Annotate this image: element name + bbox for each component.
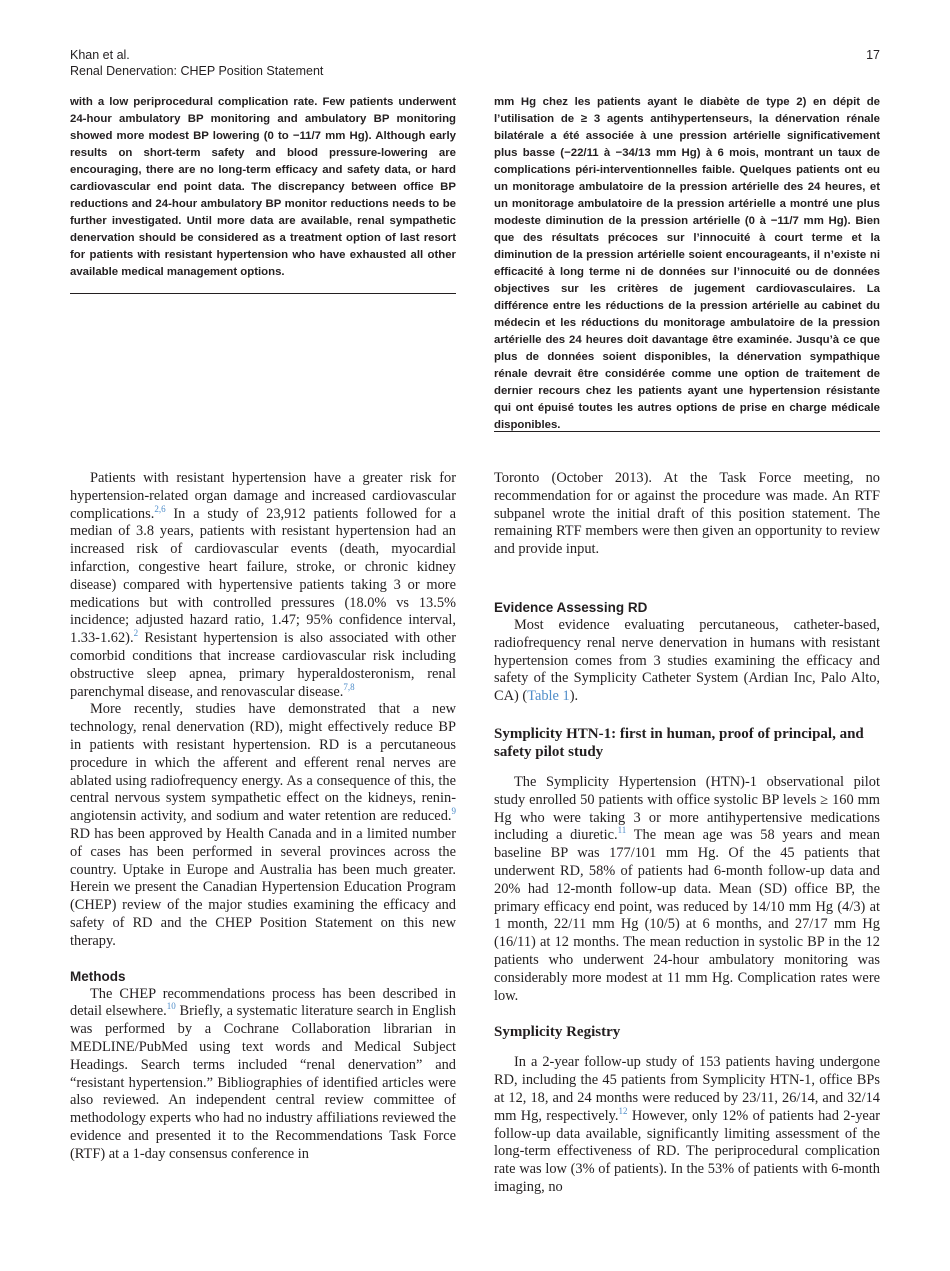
paragraph: Toronto (October 2013). At the Task Force meeting, no recommendation for or against the procedure was made. An RTF subpanel wrote the initial draft of this position statement. The remaining RTF members were then given an opportunity to review and provide input. (494, 470, 880, 558)
running-head (70, 47, 323, 79)
paragraph: Patients with resistant hypertension have a greater risk for hypertension-related organ damage and increased cardiovascular complications.$^{2,6}$ In a study of 23,912 patients followed for a median of 3.8 years, patients with resistant hypertension had an increased risk of cardiovascular events (death, myocardial infarction, congestive heart failure, stroke, or chronic kidney disease) compared with hypertensive patients taking 3 or more medications but with controlled pressures (18.0% vs 13.5% incidence; adjusted hazard ratio, 1.47; 95% confidence interval, 1.33-1.62).$^2$ Resistant hypertension is also associated with other comorbid conditions that increase cardiovascular risk including obstructive sleep apnea, primary hyperaldosteronism, renal parenchymal disease, and renovascular disease.$^{7,8}$ (70, 470, 456, 700)
reference-link[interactable]: 2,6 (154, 503, 166, 514)
page-number: 17 (866, 48, 880, 62)
subsection-heading-htn1: Symplicity HTN-1: first in human, proof of principal, and safety pilot study (494, 725, 864, 760)
abstract-english: with a low periprocedural complication rate. Few patients underwent 24-hour ambulatory BP monitoring and ambulatory BP monitoring showed more modest BP lowering (0 to −11/7 mm Hg). Although early results on short-term safety and blood pressure-lowering are encouraging, there are no long-term efficacy and safety data, or hard cardiovascular end point data. The discrepancy between office BP reductions and 24-hour ambulatory BP monitor reductions needs to be further investigated. Until more data are available, renal sympathetic denervation should be considered as a treatment option of last resort for patients with resistant hypertension who have exhausted all other available medical management options. (70, 96, 456, 278)
section-heading-methods: Methods (70, 968, 126, 984)
paragraph: In a 2-year follow-up study of 153 patients having undergone RD, including the 45 patients from Symplicity HTN-1, office BPs at 12, 18, and 24 months were reduced by 23/11, 26/14, and 32/14 mm Hg, respectively.$^{12}$ However, only 12% of patients had 2-year follow-up data available, significantly limiting assessment of the long-term effectiveness of RD. The periprocedural complication rate was low (3% of patients). In the 53% of patients with 6-month imaging, no (494, 1054, 881, 1195)
reference-link[interactable]: 12 (618, 1105, 628, 1116)
body-column-left (70, 470, 456, 1163)
abstract-english-rule (70, 293, 456, 294)
journal-title: Renal Denervation: CHEP Position Statement (70, 64, 324, 78)
table-link[interactable]: Table 1 (527, 688, 570, 705)
paragraph: Most evidence evaluating percutaneous, catheter-based, radiofrequency renal nerve denervation in humans with resistant hypertension comes from 3 studies examining the efficacy and safety of the Symplicity Catheter System (Ardian Inc, Palo Alto, CA) (Table 1). (494, 616, 880, 705)
body-column-right (494, 470, 880, 1197)
reference-link[interactable]: 11 (617, 825, 627, 836)
reference-link[interactable]: 10 (166, 1001, 176, 1012)
subsection-heading-registry: Symplicity Registry (494, 1024, 621, 1041)
paragraph: The CHEP recommendations process has been described in detail elsewhere.$^{10}$ Briefly, a systematic literature search in English was performed by a Cochrane Collaboration librarian in MEDLINE/PubMed using text words and Medical Subject Headings. Search terms included “renal denervation” and “resistant hypertension.” Bibliographies of identified articles were also reviewed. An independent central review committee of methodology experts who had no industry affiliations reviewed the evidence and presented it to the Recommendations Task Force (RTF) at a 1-day consensus conference in (70, 985, 457, 1162)
section-heading-evidence: Evidence Assessing RD (494, 599, 648, 615)
reference-link[interactable]: 9 (451, 806, 456, 817)
paragraph: More recently, studies have demonstrated that a new technology, renal denervation (RD), might effectively reduce BP in patients with resistant hypertension. RD is a percutaneous procedure in which the afferent and efferent renal nerves are ablated using radiofrequency energy. As a consequence of this, the central nervous system sympathetic effect on the kidneys, renin-angiotensin activity, and sodium and water retention are reduced.$^9$ RD has been approved by Health Canada and in a limited number of cases has been performed in several provinces across the country. Uptake in Europe and Australia has been much greater. Herein we present the Canadian Hypertension Education Program (CHEP) review of the major studies examining the efficacy and safety of RD and the CHEP Position Statement on this new therapy. (70, 701, 456, 949)
paragraph: The Symplicity Hypertension (HTN)-1 observational pilot study enrolled 50 patients with office systolic BP levels ≥ 160 mm Hg who were taking 3 or more antihypertensive medications including a diuretic.$^{11}$ The mean age was 58 years and mean baseline BP was 177/101 mm Hg. Of the 45 patients that underwent RD, 58% of patients had 6-month follow-up data and 20% had 12-month follow-up data. Mean (SD) office BP, the primary efficacy end point, was reduced by 14/10 mm Hg (4/3) at 1 month, 22/11 mm Hg (10/5) at 6 months, and 27/17 mm Hg (16/11) at 12 months. The mean reduction in systolic BP in the 12 patients who underwent 24-hour ambulatory monitoring was considerably more modest at 11 mm Hg. Complication rates were low. (494, 773, 880, 1004)
reference-link[interactable]: 2 (133, 628, 139, 639)
author-line: Khan et al. (70, 48, 130, 62)
reference-link[interactable]: 7,8 (343, 681, 355, 692)
abstract-french-rule (494, 431, 880, 432)
abstract-french: mm Hg chez les patients ayant le diabète de type 2) en dépit de l’utilisation de ≥ 3 agents antihypertenseurs, la dénervation rénale bilatérale a été associée à une pression artérielle significativement plus basse (−22/11 à −34/13 mm Hg) à 6 mois, montrant un taux de complications péri-interventionnelles faible. Quelques patients ont eu un monitorage ambulatoire de la pression artérielle des 24 heures, et un monitorage ambulatoire de la pression artérielle a montré une plus modeste diminution de la pression artérielle (0 à −11/7 mm Hg). Bien que des résultats précoces sur l’innocuité à court terme et la diminution de la pression artérielle soient encourageants, il n’existe ni efficacité à long terme ni de données sur l’innocuité ou de données objectives sur les critères de jugement cardiovasculaires. La différence entre les réductions de la pression artérielle au cabinet du médecin et les réductions du monitorage ambulatoire de la pression artérielle des 24 heures doit davantage être examinée. Jusqu’à ce que plus de données soient disponibles, la dénervation sympathique rénale devrait être considérée comme une option de traitement de dernier recours chez les patients ayant une hypertension résistante qui ont épuisé toutes les autres options de prise en charge médicale disponibles. (494, 96, 880, 431)
